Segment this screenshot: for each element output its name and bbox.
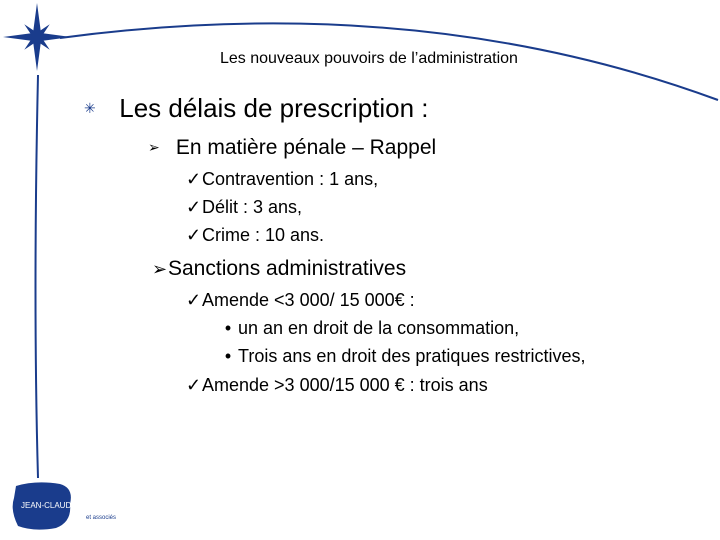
section2-title: Sanctions administratives xyxy=(168,257,407,280)
dot-bullet-icon: • xyxy=(224,346,232,366)
section1-item-row xyxy=(186,197,302,218)
section2-subitem: Trois ans en droit des pratiques restrictives, xyxy=(238,346,586,366)
section2-item-row xyxy=(186,375,488,396)
logo-suffix: et associés xyxy=(86,515,117,521)
logo-name: JEAN-CLAUDE COULON xyxy=(21,501,114,510)
section2-item: Amende >3 000/15 000 € : trois ans xyxy=(202,375,488,395)
section1-item: Crime : 10 ans. xyxy=(202,225,325,245)
section2-item-row xyxy=(186,290,415,311)
section1-title: En matière pénale – Rappel xyxy=(175,136,437,159)
section1-item: Délit : 3 ans, xyxy=(202,197,303,217)
section1-title-row xyxy=(148,136,436,160)
heading-row xyxy=(84,93,429,124)
section2-subitem: un an en droit de la consommation, xyxy=(238,318,520,338)
section2-subitem-row xyxy=(218,346,585,367)
arrow-bullet-icon: ➢ xyxy=(148,139,160,155)
section2-subitem-row xyxy=(218,318,519,339)
check-bullet-icon: ✓ xyxy=(186,375,202,395)
star-icon xyxy=(3,3,71,71)
firm-logo xyxy=(8,480,133,532)
check-bullet-icon: ✓ xyxy=(186,290,202,310)
check-bullet-icon: ✓ xyxy=(186,197,202,217)
section1-item-row xyxy=(186,225,324,246)
asterisk-bullet-icon: ✳ xyxy=(84,100,96,116)
section2-title-row xyxy=(152,257,406,281)
arrow-bullet-icon: ➢ xyxy=(152,259,168,279)
section2-item: Amende <3 000/ 15 000€ : xyxy=(202,290,415,310)
check-bullet-icon: ✓ xyxy=(186,169,202,189)
dot-bullet-icon: • xyxy=(224,318,232,338)
heading-text: Les délais de prescription : xyxy=(119,93,429,123)
section1-item: Contravention : 1 ans, xyxy=(202,169,379,189)
slide-header: Les nouveaux pouvoirs de l’administration xyxy=(220,50,518,67)
check-bullet-icon: ✓ xyxy=(186,225,202,245)
section1-item-row xyxy=(186,169,378,190)
